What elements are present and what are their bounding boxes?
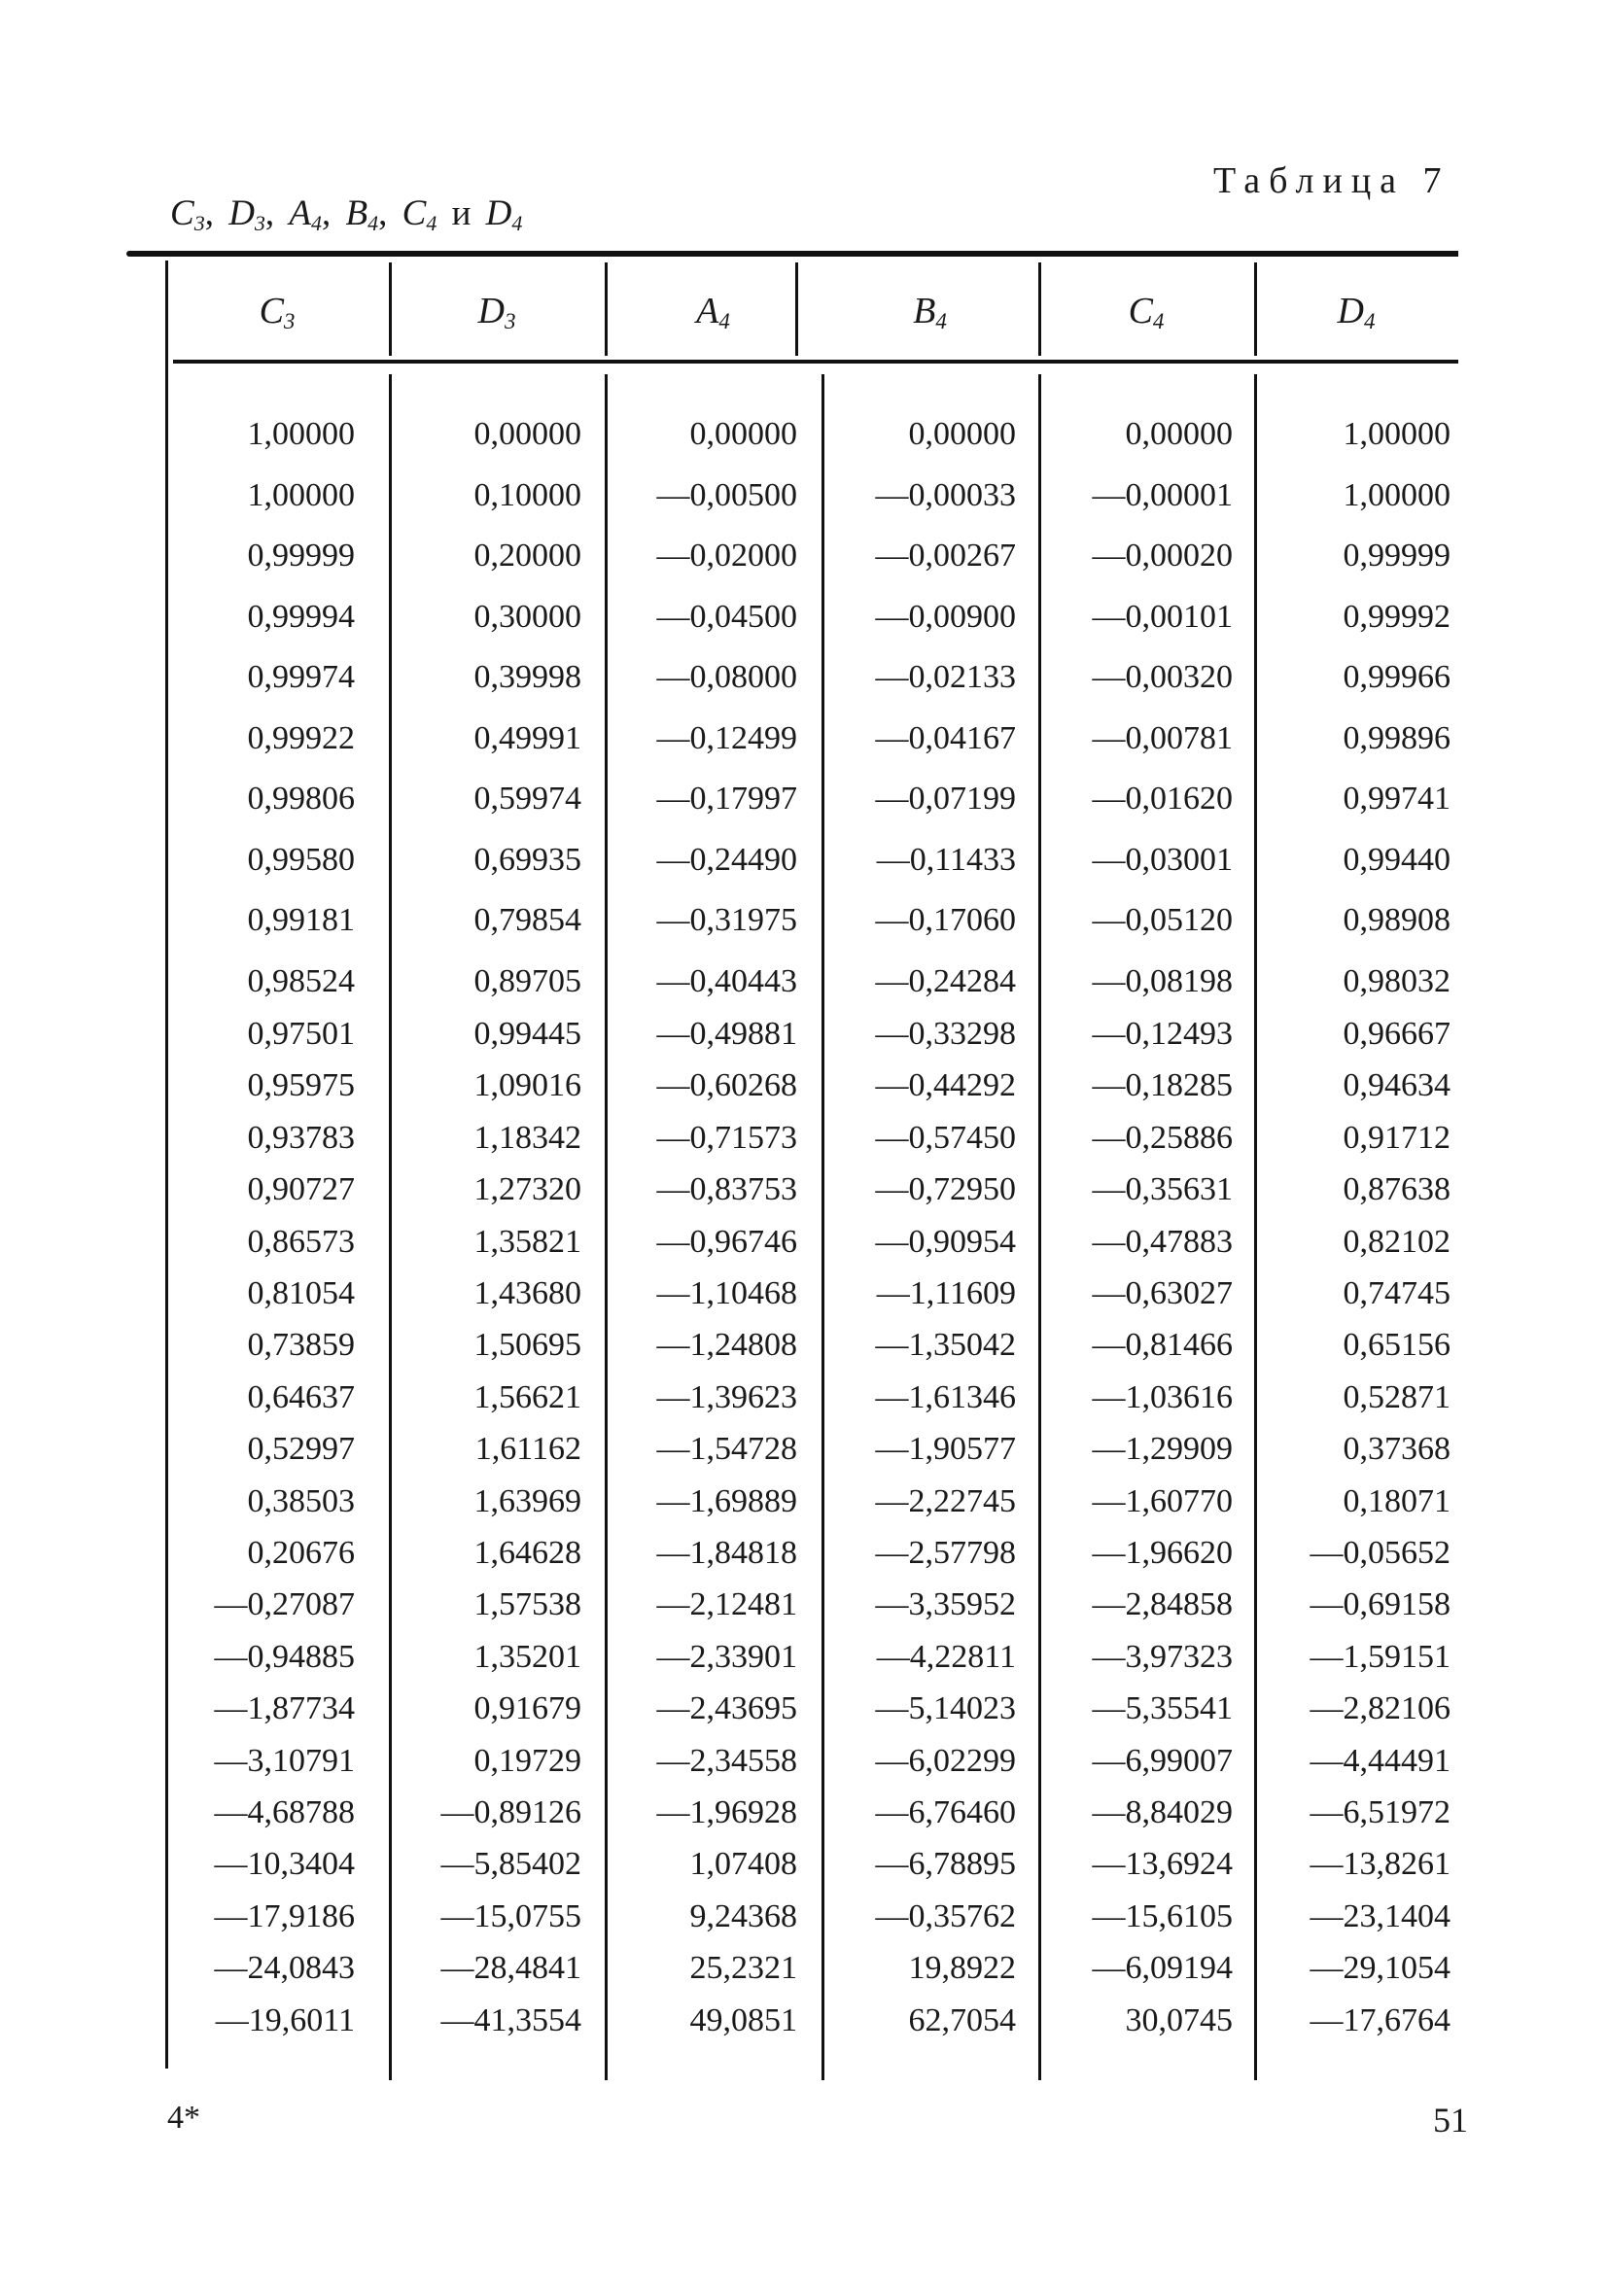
table-cell: 0,99896 bbox=[1343, 719, 1451, 756]
table-cell: —1,03616 bbox=[1092, 1378, 1233, 1415]
table-cell: 1,00000 bbox=[1343, 416, 1451, 452]
table-cell: 0,91712 bbox=[1343, 1119, 1451, 1156]
table-cell: 0,99992 bbox=[1343, 598, 1451, 635]
table-cell: —0,02000 bbox=[656, 538, 797, 574]
table-cell: 0,69935 bbox=[473, 841, 581, 878]
table-cell: 1,35201 bbox=[473, 1638, 581, 1675]
table-cell: 0,00000 bbox=[473, 416, 581, 452]
table-cell: —0,02133 bbox=[875, 659, 1016, 695]
table-cell: 1,27320 bbox=[473, 1171, 581, 1208]
table-cell: —6,76460 bbox=[875, 1794, 1016, 1830]
table-cell: 0,18071 bbox=[1343, 1482, 1451, 1519]
page-number: 51 bbox=[1433, 2101, 1468, 2139]
table-cell: —0,04167 bbox=[875, 719, 1016, 756]
table-cell: 0,87638 bbox=[1343, 1171, 1451, 1208]
table-cell: 0,94634 bbox=[1343, 1067, 1451, 1104]
table-cell: —0,60268 bbox=[656, 1067, 797, 1104]
table-cell: 1,00000 bbox=[1343, 476, 1451, 513]
table-cell: —0,81466 bbox=[1092, 1327, 1233, 1364]
table-cell: —19,6011 bbox=[215, 2001, 355, 2038]
table-cell: 1,43680 bbox=[473, 1275, 581, 1311]
table-cell: —17,6764 bbox=[1310, 2001, 1451, 2038]
column-divider bbox=[1254, 262, 1257, 356]
table-cell: 0,99974 bbox=[247, 659, 355, 695]
table-caption bbox=[170, 192, 522, 236]
table-cell: 0,89705 bbox=[473, 962, 581, 999]
caption-separator: и bbox=[437, 193, 486, 233]
table-cell: 0,86573 bbox=[247, 1223, 355, 1260]
table-cell: 0,20000 bbox=[473, 538, 581, 574]
table-cell: —0,44292 bbox=[875, 1067, 1016, 1104]
table-cell: 1,61162 bbox=[474, 1431, 581, 1468]
table-cell: —1,29909 bbox=[1092, 1431, 1233, 1468]
table-cell: —4,22811 bbox=[876, 1638, 1016, 1675]
caption-symbol: $B_4$ bbox=[345, 193, 379, 235]
table-cell: 0,98524 bbox=[247, 962, 355, 999]
table-cell: —1,35042 bbox=[875, 1327, 1016, 1364]
table-cell: 0,00000 bbox=[1125, 416, 1233, 452]
table-cell: —0,08000 bbox=[656, 659, 797, 695]
table-cell: —0,47883 bbox=[1092, 1223, 1233, 1260]
table-cell: —0,00500 bbox=[656, 476, 797, 513]
table-cell: —0,00033 bbox=[875, 476, 1016, 513]
table-cell: 1,56621 bbox=[473, 1378, 581, 1415]
caption-separator: , bbox=[378, 193, 402, 233]
table-cell: —1,59151 bbox=[1310, 1638, 1451, 1675]
table-cell: —0,07199 bbox=[875, 781, 1016, 817]
table-cell: —0,25886 bbox=[1092, 1119, 1233, 1156]
table-cell: 0,19729 bbox=[473, 1742, 581, 1779]
column-header: $D_4$ bbox=[1337, 291, 1376, 333]
table-cell: —0,00781 bbox=[1092, 719, 1233, 756]
table-cell: —2,84858 bbox=[1092, 1586, 1233, 1623]
table-cell: 0,73859 bbox=[247, 1327, 355, 1364]
table-cell: 1,64628 bbox=[473, 1535, 581, 1571]
table-cell: —0,94885 bbox=[214, 1638, 355, 1675]
table-cell: —23,1404 bbox=[1310, 1897, 1451, 1934]
table-cell: 0,37368 bbox=[1343, 1431, 1451, 1468]
table-cell: —0,83753 bbox=[656, 1171, 797, 1208]
top-rule bbox=[126, 251, 1458, 257]
caption-symbol: $C_3$ bbox=[170, 193, 205, 235]
table-cell: —0,31975 bbox=[656, 902, 797, 938]
table-cell: —1,69889 bbox=[656, 1482, 797, 1519]
table-cell: 0,99741 bbox=[1343, 781, 1451, 817]
table-cell: 0,95975 bbox=[247, 1067, 355, 1104]
caption-symbol: $D_4$ bbox=[485, 193, 523, 235]
table-cell: 1,35821 bbox=[473, 1223, 581, 1260]
caption-symbol: $D_3$ bbox=[228, 193, 265, 235]
table-cell: 0,39998 bbox=[473, 659, 581, 695]
table-cell: 0,97501 bbox=[247, 1016, 355, 1052]
table-cell: 0,30000 bbox=[473, 598, 581, 635]
table-cell: —1,24808 bbox=[656, 1327, 797, 1364]
caption-symbol: $C_4$ bbox=[402, 193, 437, 235]
column-header: $D_3$ bbox=[477, 291, 516, 333]
table-cell: —10,3404 bbox=[214, 1846, 355, 1883]
header-rule bbox=[173, 360, 1458, 364]
table-cell: —0,00267 bbox=[875, 538, 1016, 574]
table-cell: —0,18285 bbox=[1092, 1067, 1233, 1104]
table-cell: —0,17997 bbox=[656, 781, 797, 817]
table-cell: 9,24368 bbox=[689, 1897, 797, 1934]
caption-symbol: $A_4$ bbox=[289, 193, 323, 235]
table-cell: —1,11609 bbox=[876, 1275, 1016, 1311]
table-cell: —15,6105 bbox=[1092, 1897, 1233, 1934]
table-cell: —1,96928 bbox=[656, 1794, 797, 1830]
table-cell: —0,00020 bbox=[1092, 538, 1233, 574]
table-cell: —0,03001 bbox=[1092, 841, 1233, 878]
table-cell: 1,09016 bbox=[473, 1067, 581, 1104]
table-cell: —0,00320 bbox=[1092, 659, 1233, 695]
table-cell: —0,12499 bbox=[656, 719, 797, 756]
table-cell: —0,72950 bbox=[875, 1171, 1016, 1208]
table-cell: 0,93783 bbox=[247, 1119, 355, 1156]
table-cell: —8,84029 bbox=[1092, 1794, 1233, 1830]
table-cell: —5,14023 bbox=[875, 1690, 1016, 1727]
table-cell: —0,01620 bbox=[1092, 781, 1233, 817]
table-cell: —17,9186 bbox=[214, 1897, 355, 1934]
table-cell: —1,84818 bbox=[656, 1535, 797, 1571]
column-header: $C_3$ bbox=[259, 291, 296, 333]
table-cell: —1,39623 bbox=[656, 1378, 797, 1415]
table-cell: —0,27087 bbox=[214, 1586, 355, 1623]
table-cell: 0,74745 bbox=[1343, 1275, 1451, 1311]
table-cell: —5,85402 bbox=[440, 1846, 581, 1883]
table-cell: —13,8261 bbox=[1310, 1846, 1451, 1883]
table-cell: 0,99994 bbox=[247, 598, 355, 635]
column-header: $A_4$ bbox=[696, 291, 730, 333]
table-cell: —0,00001 bbox=[1092, 476, 1233, 513]
table-cell: —2,12481 bbox=[656, 1586, 797, 1623]
table-cell: —6,09194 bbox=[1092, 1950, 1233, 1987]
column-divider bbox=[389, 262, 392, 356]
table-cell: —0,00101 bbox=[1092, 598, 1233, 635]
table-cell: —13,6924 bbox=[1092, 1846, 1233, 1883]
table-cell: 0,52871 bbox=[1343, 1378, 1451, 1415]
table-cell: —2,22745 bbox=[875, 1482, 1016, 1519]
table-cell: —0,08198 bbox=[1092, 962, 1233, 999]
table-cell: —0,71573 bbox=[656, 1119, 797, 1156]
table-cell: —0,05652 bbox=[1310, 1535, 1451, 1571]
table-cell: —29,1054 bbox=[1310, 1950, 1451, 1987]
table-cell: —4,68788 bbox=[214, 1794, 355, 1830]
table-cell: —4,44491 bbox=[1310, 1742, 1451, 1779]
table-cell: —0,33298 bbox=[875, 1016, 1016, 1052]
table-cell: 1,57538 bbox=[473, 1586, 581, 1623]
table-cell: —0,96746 bbox=[656, 1223, 797, 1260]
table-cell: 0,00000 bbox=[908, 416, 1016, 452]
table-cell: 0,99999 bbox=[1343, 538, 1451, 574]
table-cell: 62,7054 bbox=[908, 2001, 1016, 2038]
table-cell: —6,02299 bbox=[875, 1742, 1016, 1779]
table-cell: 0,79854 bbox=[473, 902, 581, 938]
table-cell: 0,81054 bbox=[247, 1275, 355, 1311]
table-label: Таблица 7 bbox=[1213, 160, 1451, 201]
table-cell: 0,99966 bbox=[1343, 659, 1451, 695]
table-cell: —0,24490 bbox=[656, 841, 797, 878]
table-cell: 0,99999 bbox=[247, 538, 355, 574]
table-cell: —6,99007 bbox=[1092, 1742, 1233, 1779]
table-cell: 0,49991 bbox=[473, 719, 581, 756]
table-cell: —0,35762 bbox=[875, 1897, 1016, 1934]
table-cell: —0,00900 bbox=[875, 598, 1016, 635]
table-cell: —0,05120 bbox=[1092, 902, 1233, 938]
table-cell: —24,0843 bbox=[214, 1950, 355, 1987]
table-cell: 0,99445 bbox=[473, 1016, 581, 1052]
table-cell: —3,97323 bbox=[1092, 1638, 1233, 1675]
table-cell: —2,34558 bbox=[656, 1742, 797, 1779]
table-cell: —0,90954 bbox=[875, 1223, 1016, 1260]
table-cell: 0,96667 bbox=[1343, 1016, 1451, 1052]
table-cell: —2,43695 bbox=[656, 1690, 797, 1727]
table-cell: 0,99580 bbox=[247, 841, 355, 878]
caption-separator: , bbox=[204, 193, 229, 233]
column-divider bbox=[605, 262, 608, 356]
table-cell: 0,82102 bbox=[1343, 1223, 1451, 1260]
table-cell: 19,8922 bbox=[908, 1950, 1016, 1987]
table-cell: —0,63027 bbox=[1092, 1275, 1233, 1311]
caption-separator: , bbox=[264, 193, 290, 233]
table-cell: —0,17060 bbox=[875, 902, 1016, 938]
table-cell: —28,4841 bbox=[440, 1950, 581, 1987]
table-cell: —0,69158 bbox=[1310, 1586, 1451, 1623]
table-cell: —0,24284 bbox=[875, 962, 1016, 999]
table-cell: 0,00000 bbox=[689, 416, 797, 452]
table-cell: 1,00000 bbox=[247, 476, 355, 513]
table-cell: —2,33901 bbox=[656, 1638, 797, 1675]
table-cell: 0,38503 bbox=[247, 1482, 355, 1519]
table-cell: —1,87734 bbox=[214, 1690, 355, 1727]
table-cell: —1,96620 bbox=[1092, 1535, 1233, 1571]
table-cell: 0,99806 bbox=[247, 781, 355, 817]
table-cell: 0,99440 bbox=[1343, 841, 1451, 878]
table-cell: —0,12493 bbox=[1092, 1016, 1233, 1052]
table-cell: —6,78895 bbox=[875, 1846, 1016, 1883]
column-divider bbox=[795, 262, 798, 356]
table-cell: 0,99922 bbox=[247, 719, 355, 756]
table-cell: —3,35952 bbox=[875, 1586, 1016, 1623]
table-cell: —1,60770 bbox=[1092, 1482, 1233, 1519]
table-cell: 1,18342 bbox=[473, 1119, 581, 1156]
table-cell: 25,2321 bbox=[689, 1950, 797, 1987]
table-cell: —41,3554 bbox=[440, 2001, 581, 2038]
column-header: $B_4$ bbox=[913, 291, 947, 333]
column-header: $C_4$ bbox=[1128, 291, 1165, 333]
caption-separator: , bbox=[322, 193, 346, 233]
signature-mark: 4* bbox=[167, 2100, 200, 2136]
table-cell: —6,51972 bbox=[1310, 1794, 1451, 1830]
table-cell: 1,07408 bbox=[689, 1846, 797, 1883]
table-cell: —1,90577 bbox=[875, 1431, 1016, 1468]
table-cell: 1,00000 bbox=[247, 416, 355, 452]
table-cell: 0,99181 bbox=[247, 902, 355, 938]
table-cell: 0,10000 bbox=[473, 476, 581, 513]
table-cell: —0,57450 bbox=[875, 1119, 1016, 1156]
table-cell: —0,49881 bbox=[656, 1016, 797, 1052]
table-cell: —0,35631 bbox=[1092, 1171, 1233, 1208]
table-cell: 0,20676 bbox=[247, 1535, 355, 1571]
table-cell: —5,35541 bbox=[1092, 1690, 1233, 1727]
table-cell: 0,52997 bbox=[247, 1431, 355, 1468]
table-cell: 0,64637 bbox=[247, 1378, 355, 1415]
table-cell: —0,89126 bbox=[440, 1794, 581, 1830]
table-cell: —0,40443 bbox=[656, 962, 797, 999]
table-cell: 49,0851 bbox=[689, 2001, 797, 2038]
table-cell: 0,91679 bbox=[473, 1690, 581, 1727]
column-divider bbox=[1038, 262, 1041, 356]
table-cell: 30,0745 bbox=[1125, 2001, 1233, 2038]
table-cell: —2,57798 bbox=[875, 1535, 1016, 1571]
table-cell: —1,54728 bbox=[656, 1431, 797, 1468]
table-cell: 0,90727 bbox=[247, 1171, 355, 1208]
table-cell: 0,59974 bbox=[473, 781, 581, 817]
table-cell: —0,11433 bbox=[876, 841, 1016, 878]
table-cell: 0,98908 bbox=[1343, 902, 1451, 938]
table-cell: 1,50695 bbox=[473, 1327, 581, 1364]
table-cell: —2,82106 bbox=[1310, 1690, 1451, 1727]
table-cell: —0,04500 bbox=[656, 598, 797, 635]
table-cell: 0,98032 bbox=[1343, 962, 1451, 999]
table-cell: —3,10791 bbox=[214, 1742, 355, 1779]
table-cell: —15,0755 bbox=[440, 1897, 581, 1934]
table-cell: —1,10468 bbox=[656, 1275, 797, 1311]
table-cell: 1,63969 bbox=[473, 1482, 581, 1519]
table-cell: —1,61346 bbox=[875, 1378, 1016, 1415]
table-cell: 0,65156 bbox=[1343, 1327, 1451, 1364]
